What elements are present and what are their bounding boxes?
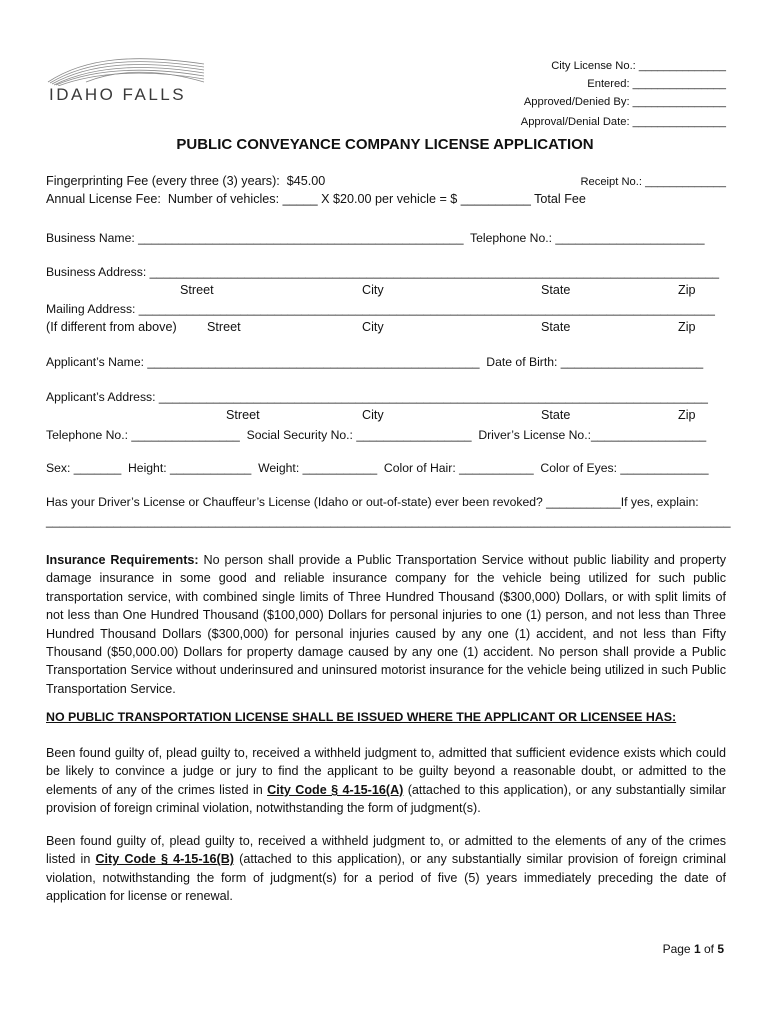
city-code-a-link[interactable]: City Code § 4-15-16(A) (267, 782, 404, 797)
restriction-heading: NO PUBLIC TRANSPORTATION LICENSE SHALL BE ISSUED WHERE THE APPLICANT OR LICENSEE HAS: (46, 710, 677, 724)
mailing-address-line: Mailing Address: _____________________________________________________________________________________ (46, 302, 715, 316)
business-name-line: Business Name: ________________________________________________ Telephone No.: ______________________ (46, 231, 705, 245)
annual-license-fee: Annual License Fee: Number of vehicles: _____ X $20.00 per vehicle = $ __________ Total Fee (46, 192, 586, 206)
street-label: Street (207, 320, 241, 334)
zip-label: Zip (678, 408, 696, 422)
street-label: Street (180, 283, 214, 297)
receipt-no-field: Receipt No.: _____________ (580, 176, 726, 188)
license-revoked-line: Has your Driver’s License or Chauffeur’s License (Idaho or out-of-state) ever been revoked? ___________If yes, explain: (46, 495, 699, 509)
para-b-text-end: (attached to this application), or any substantially similar provision of foreign criminal violation, notwithstanding the form of judgment(s) for a period of five (5) years immediately preceding the date of application for license or renewal. (46, 852, 726, 904)
zip-label: Zip (678, 320, 696, 334)
para-a-text: Been found guilty of, plead guilty to, received a withheld judgment to, admitted that sufficient evidence exists which could be likely to convince a judge or jury to find the applicant to be guilty beyond a reasonable doubt, or admitted to the elements of any of the crimes listed in (46, 746, 726, 797)
entered-field: Entered: _______________ (587, 78, 726, 90)
page-label: Page (662, 942, 694, 956)
restriction-paragraph-b (46, 832, 726, 906)
idaho-falls-logo (46, 52, 206, 108)
applicant-address-line: Applicant’s Address: _________________________________________________________________________________ (46, 390, 708, 404)
restriction-paragraph-a (46, 744, 726, 818)
street-label: Street (226, 408, 260, 422)
state-label: State (541, 408, 571, 422)
city-code-b-link[interactable]: City Code § 4-15-16(B) (95, 852, 234, 867)
applicant-phone-line: Telephone No.: ________________ Social Security No.: _________________ Driver’s License No.:_________________ (46, 428, 707, 442)
logo-text: IDAHO FALLS (49, 85, 187, 104)
city-license-no-field: City License No.: ______________ (551, 60, 726, 72)
city-label: City (362, 320, 384, 334)
para-b-text: Been found guilty of, plead guilty to, received a withheld judgment to, or admitted to the elements of any of the crimes listed in (46, 834, 726, 867)
applicant-name-line: Applicant’s Name: _________________________________________________ Date of Birth: _____________________ (46, 355, 704, 369)
page-title: PUBLIC CONVEYANCE COMPANY LICENSE APPLICATION (176, 136, 594, 153)
insurance-label: Insurance Requirements: (46, 553, 199, 567)
applicant-physical-line: Sex: _______ Height: ____________ Weight: ___________ Color of Hair: ___________ Color of Eyes: _____________ (46, 461, 709, 475)
state-label: State (541, 320, 571, 334)
state-label: State (541, 283, 571, 297)
insurance-requirements (46, 551, 726, 698)
city-label: City (362, 408, 384, 422)
mailing-address-labels (0, 320, 770, 338)
fingerprint-fee: Fingerprinting Fee (every three (3) years): $45.00 (46, 174, 326, 188)
total-pages: 5 (717, 942, 724, 956)
para-a-text-end: (attached to this application), or any substantially similar provision of foreign criminal violation, notwithstanding the form of judgment(s). (46, 782, 726, 816)
approval-denial-date-field: Approval/Denial Date: _______________ (520, 116, 726, 128)
current-page: 1 (693, 942, 701, 956)
business-address-line: Business Address: ____________________________________________________________________________________ (46, 265, 720, 279)
business-address-labels (0, 283, 770, 301)
insurance-text: No person shall provide a Public Transportation Service without public liability and property damage insurance in some good and reliable insurance company for the vehicle being utilized for such public transportation service, with combined single limits of Three Hundred Thousand ($300,000) Dollars, or with split limits of not less than One Hundred Thousand ($100,000) Dollars for personal injuries to one (1) person, and not less than Three Hundred Thousand Dollars ($300,000) for personal injuries caused by any one (1) accident, and not less than Fifty Thousand ($50,000.00) Dollars for property damage caused by any one (1) accident. No person shall provide a Public Transportation Service without underinsured and uninsured motorist insurance for the vehicle being utilized in such Public Transportation Service. (46, 553, 726, 696)
explain-line: _____________________________________________________________________________________________________ (46, 514, 731, 528)
applicant-address-labels (0, 408, 770, 426)
city-label: City (362, 283, 384, 297)
approved-denied-by-field: Approved/Denied By: _______________ (523, 96, 726, 108)
mailing-note: (If different from above) (46, 320, 177, 334)
logo-wave-icon (46, 52, 206, 86)
zip-label: Zip (678, 283, 696, 297)
page-number (663, 942, 724, 956)
page-of: of (700, 942, 718, 956)
